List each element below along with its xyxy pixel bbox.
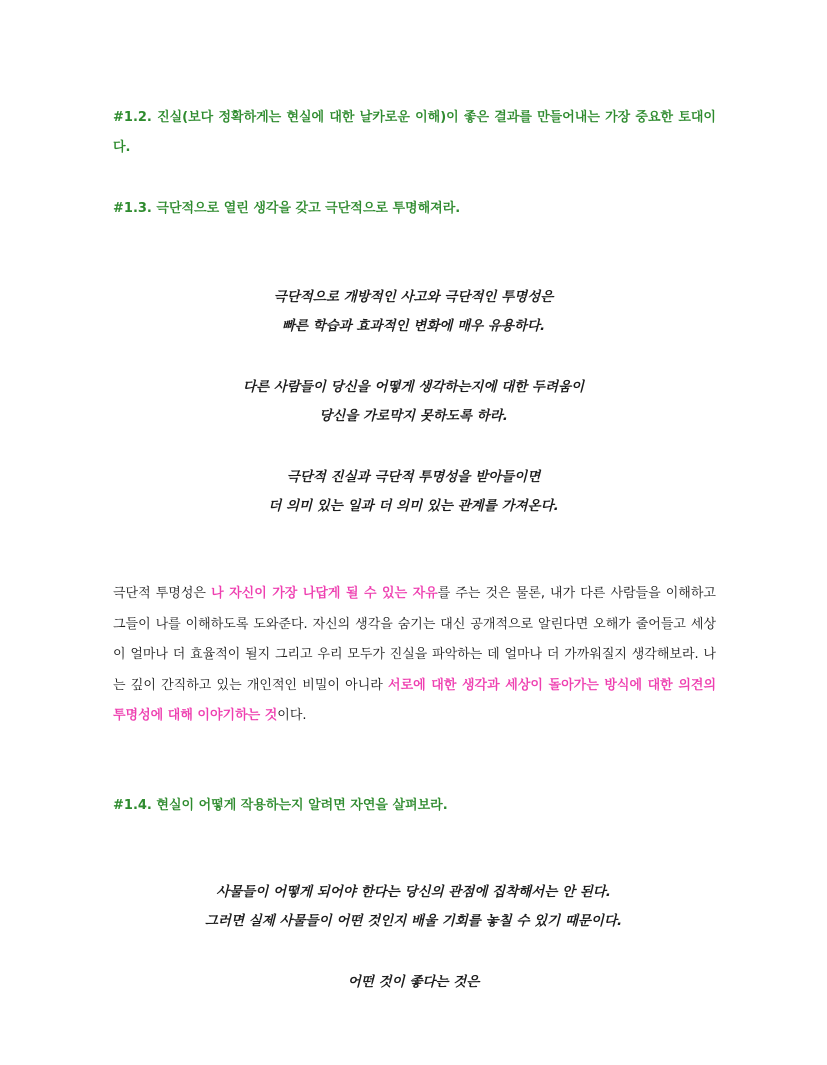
quote-block — [60, 283, 767, 341]
highlighted-phrase: 나 자신이 가장 나답게 될 수 있는 자유 — [211, 586, 438, 601]
quote-line: 더 의미 있는 일과 더 의미 있는 관계를 가져온다. — [268, 498, 559, 514]
quote-line: 다른 사람들이 당신을 어떻게 생각하는지에 대한 두려움이 — [242, 379, 585, 395]
quote-block — [60, 968, 767, 997]
paragraph-text: 이다. — [277, 708, 307, 723]
quote-block — [60, 463, 767, 521]
quote-line: 극단적으로 개방적인 사고와 극단적인 투명성은 — [273, 289, 554, 305]
section-heading-1-4: #1.4. 현실이 어떻게 작용하는지 알려면 자연을 살펴보라. — [113, 798, 448, 813]
highlighted-phrase: 서로에 대한 생각과 세상이 돌아가는 방식에 대한 의견의 투명성에 대해 이야기하는 것 — [113, 677, 717, 723]
paragraph-text: 를 주는 것은 물론, 내가 다른 사람들을 이해하고 그들이 나를 이해하도록 도와준다. 자신의 생각을 숨기는 대신 공개적으로 알린다면 오해가 줄어들고 세상이 얼마나 더 효율적이 될지 그리고 우리 모두가 진실을 파악하는 데 얼마나 더 가까워질지 생각해보라. 나는 깊이 간직하고 있는 개인적인 비밀이 아니라 — [113, 586, 716, 693]
body-paragraph — [113, 579, 716, 732]
paragraph-text: 극단적 투명성은 — [113, 586, 212, 601]
quote-block — [60, 878, 767, 936]
quote-line: 사물들이 어떻게 되어야 한다는 당신의 관점에 집착해서는 안 된다. — [216, 884, 611, 900]
quote-block — [60, 373, 767, 431]
quote-line: 당신을 가로막지 못하도록 하라. — [319, 408, 508, 424]
quote-line: 그러면 실제 사물들이 어떤 것인지 배울 기회를 놓칠 수 있기 때문이다. — [204, 913, 623, 929]
section-heading-1-3: #1.3. 극단적으로 열린 생각을 갖고 극단적으로 투명해져라. — [113, 201, 461, 216]
quote-line: 빠른 학습과 효과적인 변화에 매우 유용하다. — [281, 318, 546, 334]
quote-line: 어떤 것이 좋다는 것은 — [347, 974, 480, 990]
quote-line: 극단적 진실과 극단적 투명성을 받아들이면 — [286, 469, 541, 485]
section-heading-1-2: #1.2. 진실(보다 정확하게는 현실에 대한 날카로운 이해)이 좋은 결과를 만들어내는 가장 중요한 토대이다. — [113, 110, 716, 155]
